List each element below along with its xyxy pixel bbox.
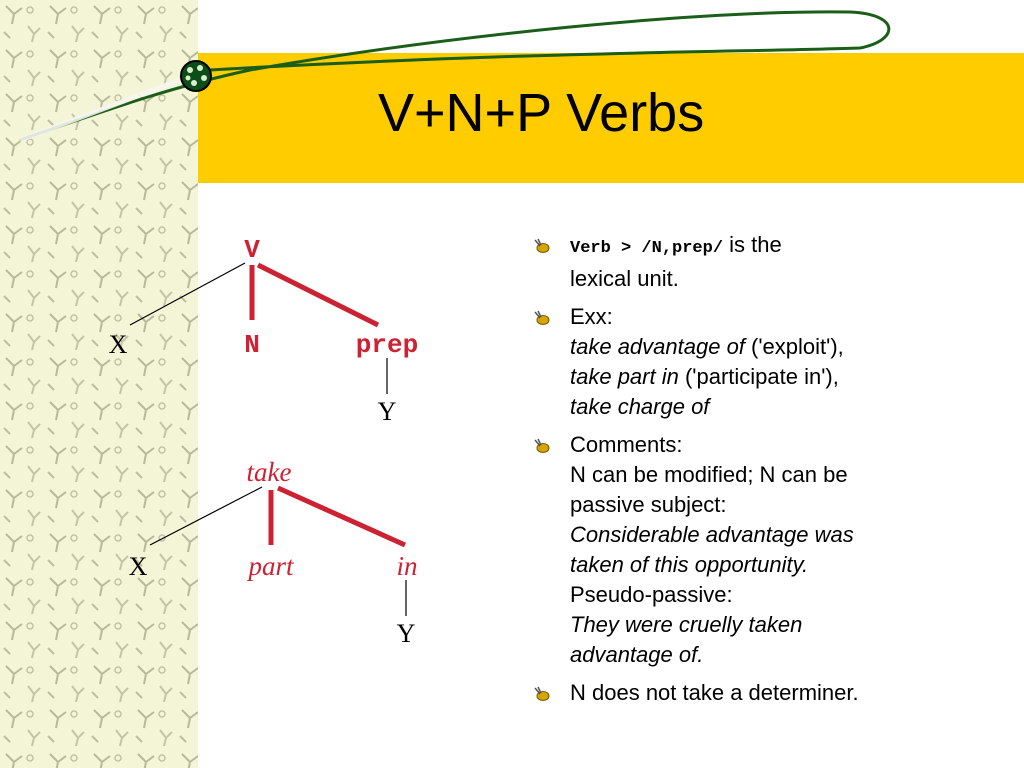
lexical-unit-text1: is the <box>723 232 782 257</box>
example-1 <box>570 332 1002 362</box>
comments-line-1: N can be modified; N can be <box>570 462 848 487</box>
example-3-verb: take charge of <box>570 394 710 419</box>
tree1-prep-label: prep <box>355 330 419 360</box>
tree1-edge-x <box>130 263 245 325</box>
tree2-edge-prep <box>278 488 405 545</box>
slide-title: V+N+P Verbs <box>378 83 705 143</box>
tree1-y-label: Y <box>377 397 397 426</box>
bullet-determiner <box>532 678 1002 708</box>
bee-bullet-icon <box>532 310 550 326</box>
examples-heading: Exx: <box>570 304 613 329</box>
example-1-gloss: ('exploit'), <box>744 334 844 359</box>
tree2-y-label: Y <box>396 619 416 648</box>
tree-2 <box>129 457 418 648</box>
bullet-lexical-unit <box>532 230 1002 294</box>
example-1-verb: take advantage of <box>570 334 745 359</box>
comments-line-2: passive subject: <box>570 492 727 517</box>
tree1-edge-prep <box>258 265 378 325</box>
tree2-prep-label: in <box>396 551 418 581</box>
tree2-n-label: part <box>248 551 294 581</box>
tree1-n-label: N <box>244 330 260 360</box>
example-2-gloss: ('participate in'), <box>678 364 839 389</box>
example-2 <box>570 362 1002 392</box>
bee-bullet-icon <box>532 438 550 454</box>
comments-line-5: Pseudo-passive: <box>570 582 733 607</box>
lexical-unit-text2: lexical unit. <box>570 266 679 291</box>
example-2-verb: take part in <box>570 364 679 389</box>
comments-line-7: advantage of. <box>570 642 704 667</box>
comments-line-4: taken of this opportunity. <box>570 552 809 577</box>
tree2-root-label: take <box>246 457 292 487</box>
tree1-x-label: X <box>108 330 128 359</box>
determiner-text: N does not take a determiner. <box>570 680 859 705</box>
bee-bullet-icon <box>532 686 550 702</box>
tree1-root-label: V <box>244 235 260 265</box>
tree2-edge-x <box>150 487 262 545</box>
bullet-list <box>532 230 1002 716</box>
bullet-comments <box>532 430 1002 670</box>
tree-1 <box>109 235 419 426</box>
bee-bullet-icon <box>532 238 550 254</box>
tree2-x-label: X <box>128 552 148 581</box>
lexical-unit-code: Verb > /N,prep/ <box>570 239 724 258</box>
comments-heading: Comments: <box>570 432 683 457</box>
comments-line-3: Considerable advantage was <box>570 522 854 547</box>
comments-line-6: They were cruelly taken <box>570 612 803 637</box>
bullet-examples <box>532 302 1002 422</box>
